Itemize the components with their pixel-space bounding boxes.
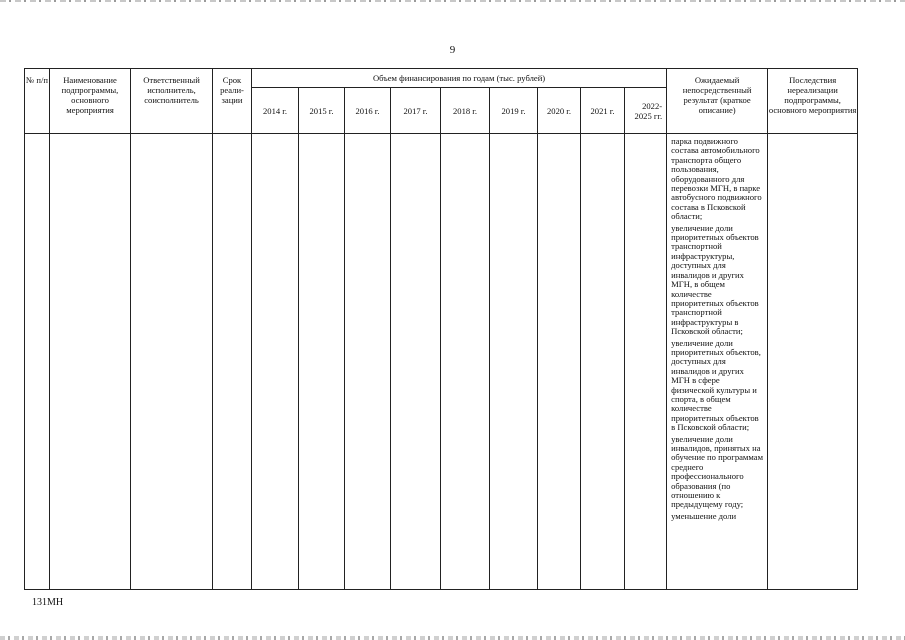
header-funding-group: Объем финансирования по годам (тыс. рублей) — [252, 69, 667, 88]
cell-expected-result — [667, 134, 768, 590]
expected-result-paragraph: увеличение доли приоритетных объектов, доступных для инвалидов и других МГН в сфере физической культуры и спорта, в общем количестве приоритетных объектов в Псковской области; — [671, 337, 761, 433]
header-term: Срок реали-зации — [213, 69, 252, 134]
header-number: № п/п — [25, 69, 50, 134]
cell-funding-2017 — [391, 134, 441, 590]
scan-bottom-edge — [0, 636, 905, 640]
cell-funding-2018 — [441, 134, 490, 590]
scan-top-edge — [0, 0, 905, 2]
header-year-2018: 2018 г. — [441, 88, 490, 134]
header-activity-name: Наименование подпрограммы, основного мероприятия — [50, 69, 131, 134]
expected-result-paragraph: увеличение доли инвалидов, принятых на обучение по программам среднего профессионального образования (по отношению к предыдущему году; — [671, 433, 764, 510]
cell-activity-name — [50, 134, 131, 590]
cell-number — [25, 134, 50, 590]
program-activities-table — [24, 68, 858, 590]
cell-funding-2014 — [252, 134, 299, 590]
cell-funding-2019 — [490, 134, 538, 590]
expected-result-paragraph: парка подвижного состава автомобильного транспорта общего пользования, оборудованного для перевозки МГН, в парке автобусного подвижного состава в Псковской области; — [671, 136, 762, 222]
header-consequences: Последствия нереализации подпрограммы, основного мероприятия — [768, 69, 858, 134]
cell-funding-2022-2025 — [625, 134, 667, 590]
header-year-2021: 2021 г. — [581, 88, 625, 134]
expected-result-paragraph: уменьшение доли — [671, 510, 737, 521]
header-year-2020: 2020 г. — [538, 88, 581, 134]
expected-result-paragraph: увеличение доли приоритетных объектов транспортной инфраструктуры, доступных для инвалидов и других МГН, в общем количестве приоритетных объектов транспортной инфраструктуры в Псковской области; — [671, 222, 759, 337]
cell-consequences — [768, 134, 858, 590]
cell-funding-2016 — [345, 134, 391, 590]
header-executor: Ответственный исполнитель, соисполнитель — [131, 69, 213, 134]
header-year-2016: 2016 г. — [345, 88, 391, 134]
header-year-2017: 2017 г. — [391, 88, 441, 134]
cell-executor — [131, 134, 213, 590]
header-year-2015: 2015 г. — [299, 88, 345, 134]
document-code: 131МН — [32, 597, 64, 608]
cell-term — [213, 134, 252, 590]
cell-funding-2015 — [299, 134, 345, 590]
header-year-2022-2025: 2022-2025 гг. — [625, 88, 667, 134]
page-number: 9 — [449, 44, 456, 56]
table-row — [25, 134, 858, 590]
header-year-2019: 2019 г. — [490, 88, 538, 134]
cell-funding-2020 — [538, 134, 581, 590]
header-expected-result: Ожидаемый непосредственный результат (краткое описание) — [667, 69, 768, 134]
cell-funding-2021 — [581, 134, 625, 590]
header-year-2014: 2014 г. — [252, 88, 299, 134]
